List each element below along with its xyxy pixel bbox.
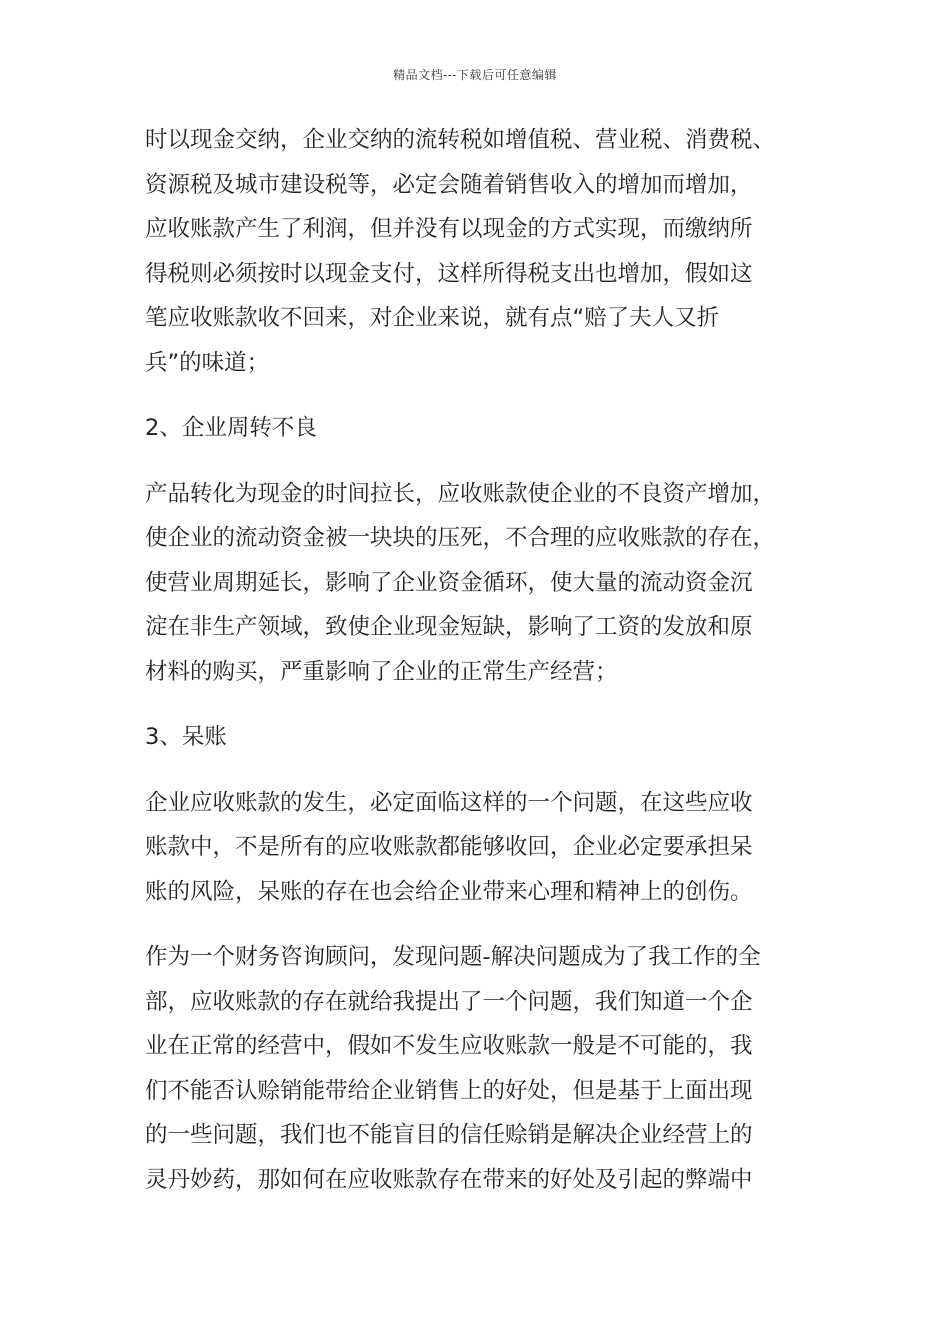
text-line: 部，应收账款的存在就给我提出了一个问题，我们知道一个企 xyxy=(145,988,753,1015)
section-heading xyxy=(145,715,810,760)
text-line: 2、企业周转不良 xyxy=(145,415,317,441)
text-line: 的一些问题，我们也不能盲目的信任赊销是解决企业经营上的 xyxy=(145,1122,753,1148)
text-line: 灵丹妙药，那如何在应收账款存在带来的好处及引起的弊端中 xyxy=(145,1166,753,1193)
text-line: 应收账款产生了利润，但并没有以现金的方式实现，而缴纳所 xyxy=(145,216,753,242)
text-line: 们不能否认赊销能带给企业销售上的好处，但是基于上面出现 xyxy=(145,1077,753,1104)
text-line: 3、呆账 xyxy=(145,724,227,750)
text-line: 得税则必须按时以现金支付，这样所得税支出也增加，假如这 xyxy=(145,260,753,287)
text-line: 兵”的味道； xyxy=(145,349,270,376)
text-line: 产品转化为现金的时间拉长，应收账款使企业的不良资产增加， xyxy=(145,480,776,507)
page-header: 精品文档---下载后可任意编辑 xyxy=(393,68,557,82)
text-line: 笔应收账款收不回来，对企业来说，就有点“赔了夫人又折 xyxy=(145,305,720,331)
text-line: 资源税及城市建设税等，必定会随着销售收入的增加而增加， xyxy=(145,171,753,198)
text-line: 账的风险，呆账的存在也会给企业带来心理和精神上的创伤。 xyxy=(145,878,753,905)
text-line: 材料的购买，严重影响了企业的正常生产经营； xyxy=(145,658,618,685)
text-line: 企业应收账款的发生，必定面临这样的一个问题，在这些应收 xyxy=(145,789,753,816)
text-line: 使企业的流动资金被一块块的压死，不合理的应收账款的存在， xyxy=(145,525,776,551)
paragraph xyxy=(145,118,810,385)
document-body xyxy=(145,118,810,1223)
text-line: 账款中，不是所有的应收账款都能够收回，企业必定要承担呆 xyxy=(145,834,753,860)
paragraph xyxy=(145,935,810,1202)
text-line: 使营业周期延长，影响了企业资金循环，使大量的流动资金沉 xyxy=(145,569,753,596)
text-line: 淀在非生产领域，致使企业现金短缺，影响了工资的发放和原 xyxy=(145,614,753,640)
section-heading xyxy=(145,406,810,451)
text-line: 时以现金交纳，企业交纳的流转税如增值税、营业税、消费税、 xyxy=(145,127,776,153)
text-line: 业在正常的经营中，假如不发生应收账款一般是不可能的，我 xyxy=(145,1033,753,1059)
text-line: 作为一个财务咨询顾问，发现问题-解决问题成为了我工作的全 xyxy=(145,944,761,970)
paragraph xyxy=(145,781,810,915)
paragraph xyxy=(145,472,810,695)
